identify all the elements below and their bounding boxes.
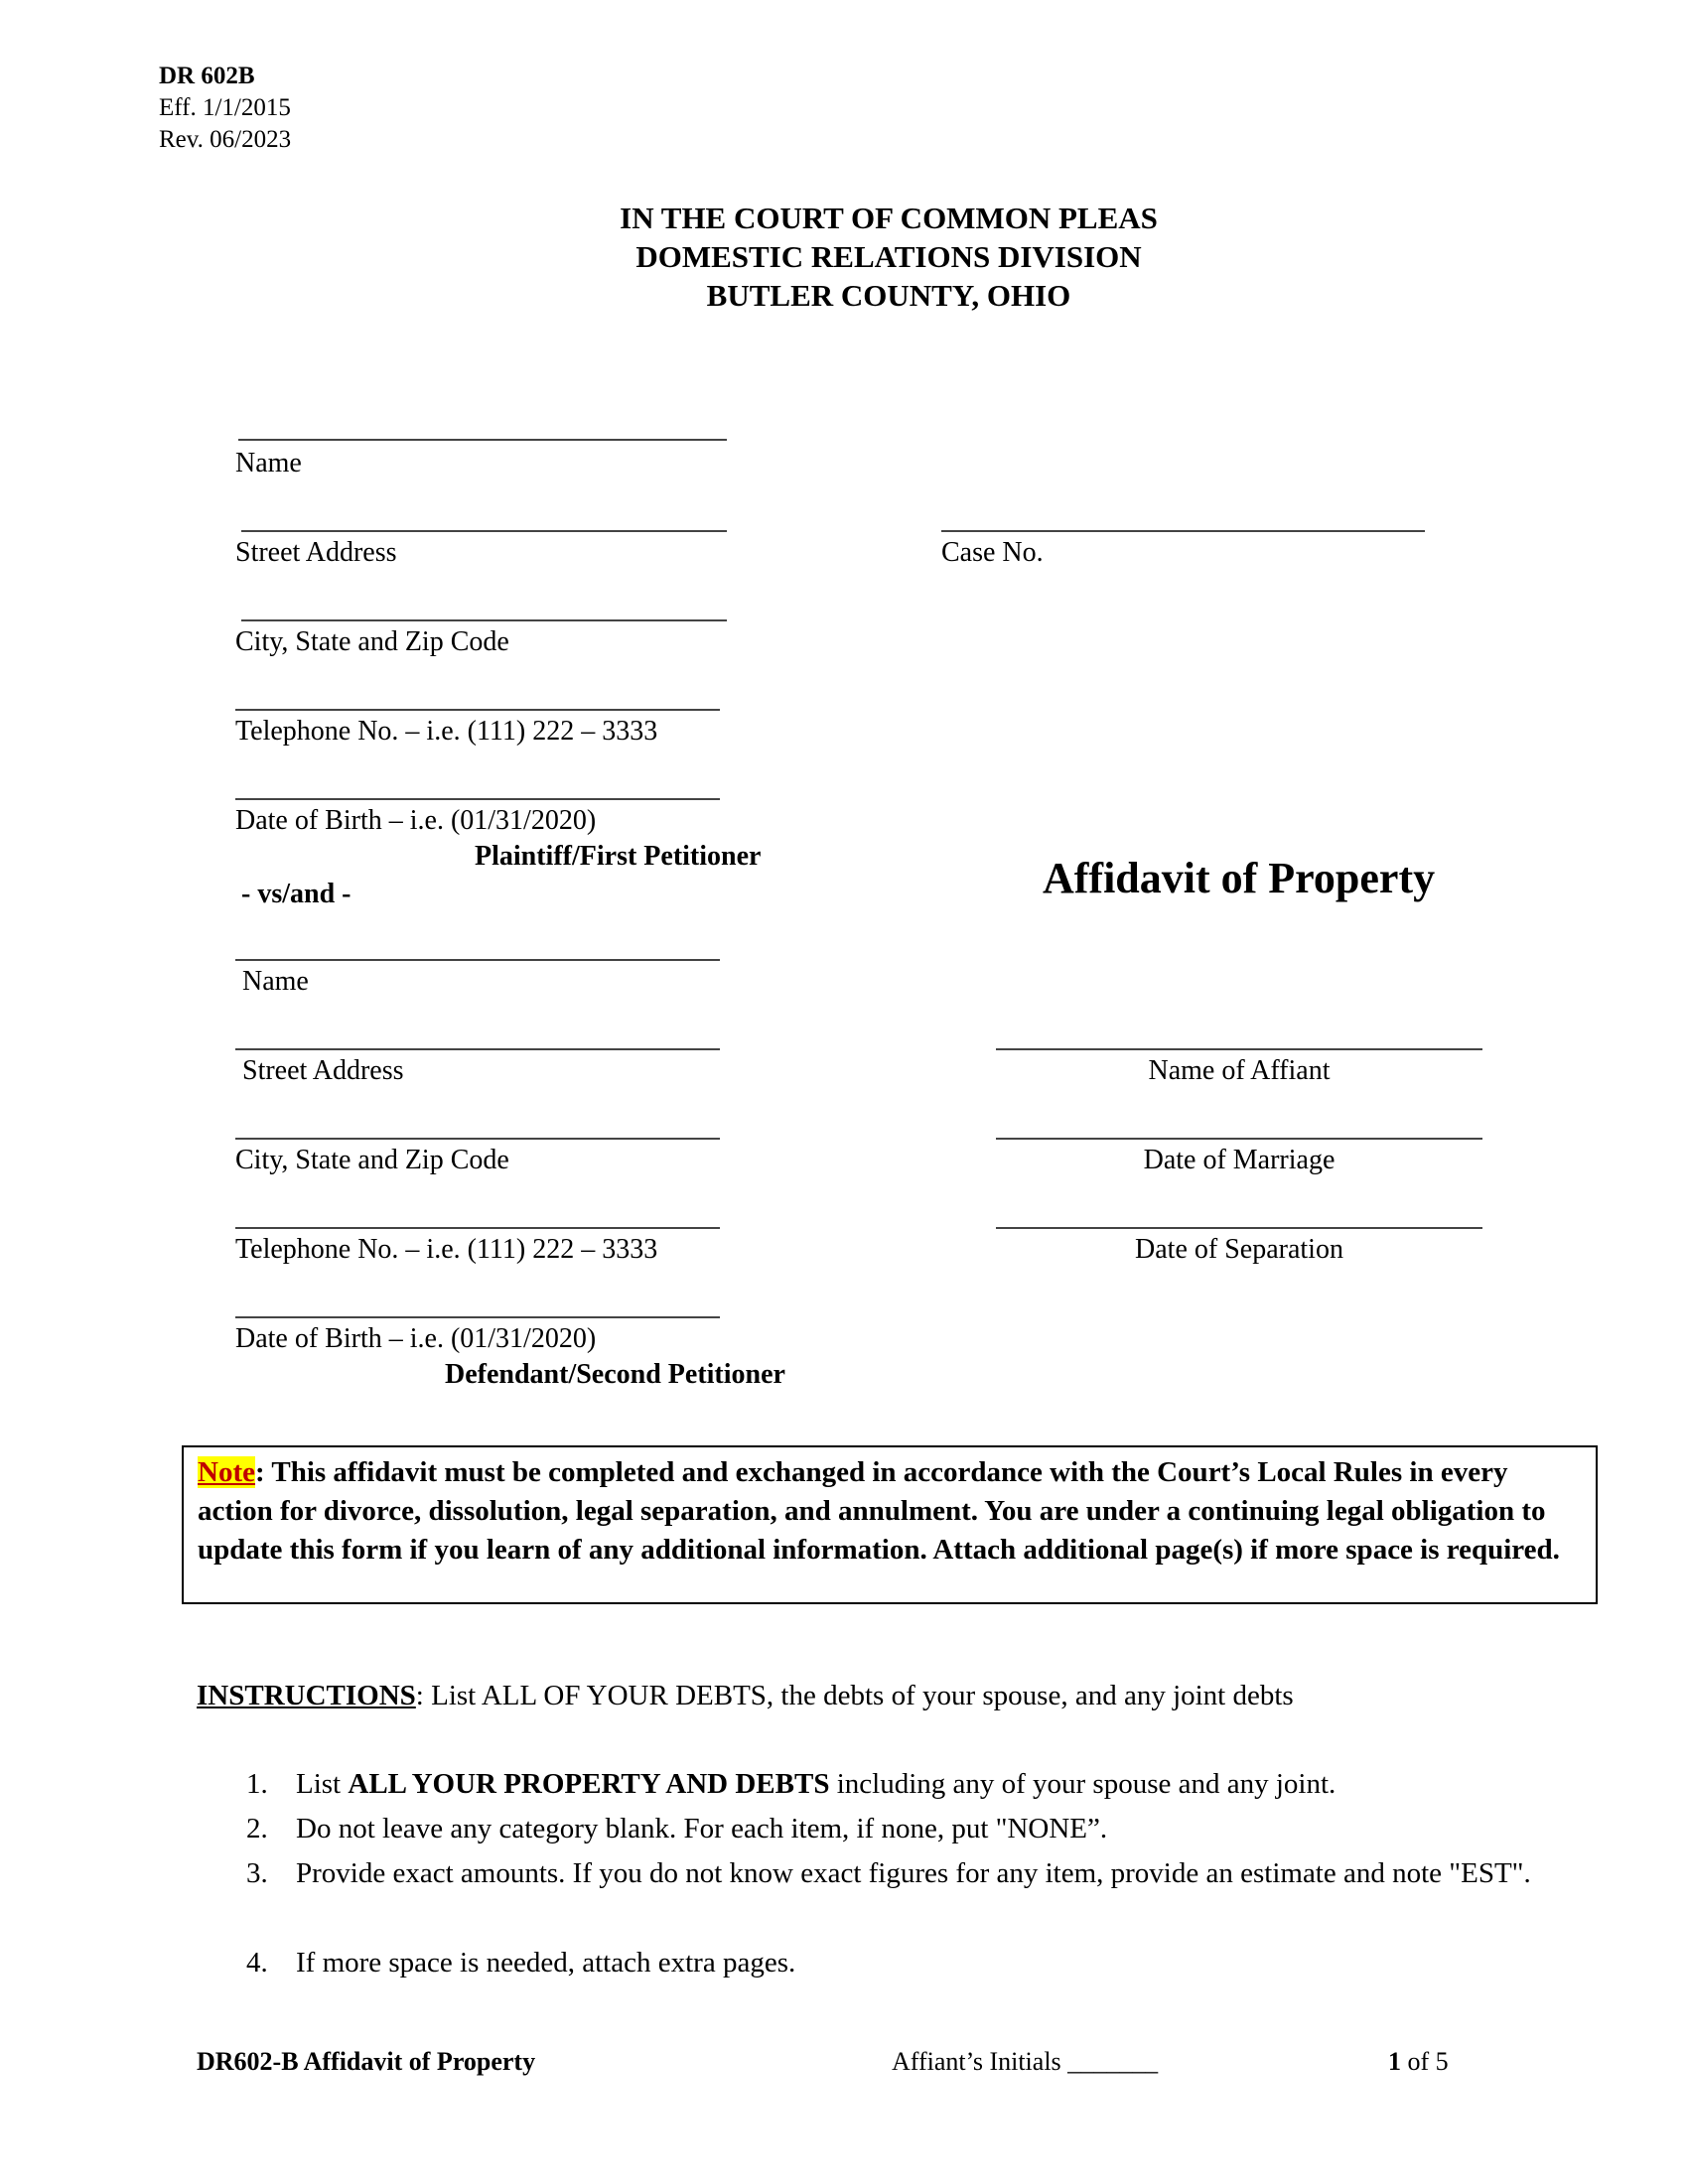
defendant-dob-label: Date of Birth – i.e. (01/31/2020) — [235, 1323, 597, 1354]
instruction-text: Provide exact amounts. If you do not know exact figures for any item, provide an estimate and note "EST". — [296, 1857, 1531, 1889]
effective-date: Eff. 1/1/2015 — [159, 94, 291, 121]
note-box — [182, 1445, 1598, 1604]
marriage-date-line[interactable] — [996, 1138, 1482, 1140]
separation-date-label: Date of Separation — [1135, 1234, 1343, 1265]
defendant-dob-line[interactable] — [235, 1316, 720, 1318]
plaintiff-dob-line[interactable] — [235, 798, 720, 800]
defendant-city-line[interactable] — [235, 1138, 720, 1140]
plaintiff-dob-label: Date of Birth – i.e. (01/31/2020) — [235, 805, 597, 836]
defendant-role-label: Defendant/Second Petitioner — [445, 1359, 785, 1390]
page-current: 1 — [1388, 2047, 1401, 2076]
revision-date: Rev. 06/2023 — [159, 126, 292, 153]
instruction-item — [296, 1762, 1607, 1807]
instruction-number: 4. — [246, 1947, 268, 1979]
plaintiff-phone-line[interactable] — [235, 709, 720, 711]
plaintiff-street-line[interactable] — [241, 530, 727, 532]
footer-form-title: DR602-B Affidavit of Property — [197, 2047, 536, 2076]
defendant-city-label: City, State and Zip Code — [235, 1145, 509, 1175]
case-number-line[interactable] — [941, 530, 1425, 532]
versus-label: - vs/and - — [241, 879, 352, 909]
instruction-item — [296, 1941, 1607, 1985]
plaintiff-name-label: Name — [235, 448, 302, 478]
instruction-text: List — [296, 1768, 349, 1800]
page-number — [1388, 2046, 1449, 2078]
plaintiff-city-line[interactable] — [241, 619, 727, 621]
defendant-phone-label: Telephone No. – i.e. (111) 222 – 3333 — [235, 1234, 658, 1265]
plaintiff-street-label: Street Address — [235, 537, 397, 568]
instruction-text: Do not leave any category blank. For each item, if none, put "NONE”. — [296, 1813, 1108, 1844]
defendant-name-label: Name — [242, 966, 309, 997]
marriage-date-label: Date of Marriage — [1143, 1145, 1336, 1175]
defendant-phone-line[interactable] — [235, 1227, 720, 1229]
instruction-number: 2. — [246, 1813, 268, 1844]
form-number: DR 602B — [159, 63, 255, 89]
defendant-name-line[interactable] — [235, 959, 720, 961]
instruction-number: 3. — [246, 1857, 268, 1889]
affiant-name-line[interactable] — [996, 1048, 1482, 1050]
plaintiff-role-label: Plaintiff/First Petitioner — [475, 841, 762, 872]
note-keyword: Note — [198, 1456, 255, 1488]
separation-date-line[interactable] — [996, 1227, 1482, 1229]
instructions-intro: : List ALL OF YOUR DEBTS, the debts of your spouse, and any joint debts — [415, 1680, 1294, 1711]
case-number-label: Case No. — [941, 537, 1044, 568]
instruction-item — [296, 1851, 1607, 1896]
instruction-text: If more space is needed, attach extra pages. — [296, 1947, 796, 1979]
court-heading-line1: IN THE COURT OF COMMON PLEAS — [620, 201, 1158, 235]
instruction-text: including any of your spouse and any joint. — [829, 1768, 1336, 1800]
defendant-street-label: Street Address — [242, 1055, 404, 1086]
court-heading-line2: DOMESTIC RELATIONS DIVISION — [635, 239, 1142, 274]
instructions-heading: INSTRUCTIONS — [197, 1680, 416, 1711]
document-title: Affidavit of Property — [1043, 854, 1436, 902]
defendant-street-line[interactable] — [235, 1048, 720, 1050]
court-heading-line3: BUTLER COUNTY, OHIO — [706, 278, 1071, 313]
note-text: : This affidavit must be completed and exchanged in accordance with the Court’s Local Rules in every action for divorce, dissolution, legal separation, and annulment. You are under a continuing legal obligation to update this form if you learn of any additional information. Attach additional page(s) if more space is required. — [198, 1456, 1560, 1566]
plaintiff-name-line[interactable] — [238, 439, 727, 441]
plaintiff-city-label: City, State and Zip Code — [235, 626, 509, 657]
affiant-initials-field[interactable]: Affiant’s Initials _______ — [892, 2047, 1159, 2076]
page-total: of 5 — [1401, 2047, 1449, 2076]
instruction-item — [296, 1807, 1607, 1851]
instruction-emphasis: ALL YOUR PROPERTY AND DEBTS — [348, 1768, 830, 1800]
instructions-line — [197, 1678, 1294, 1713]
plaintiff-phone-label: Telephone No. – i.e. (111) 222 – 3333 — [235, 716, 658, 747]
affiant-name-label: Name of Affiant — [1148, 1055, 1331, 1086]
instruction-number: 1. — [246, 1768, 268, 1800]
